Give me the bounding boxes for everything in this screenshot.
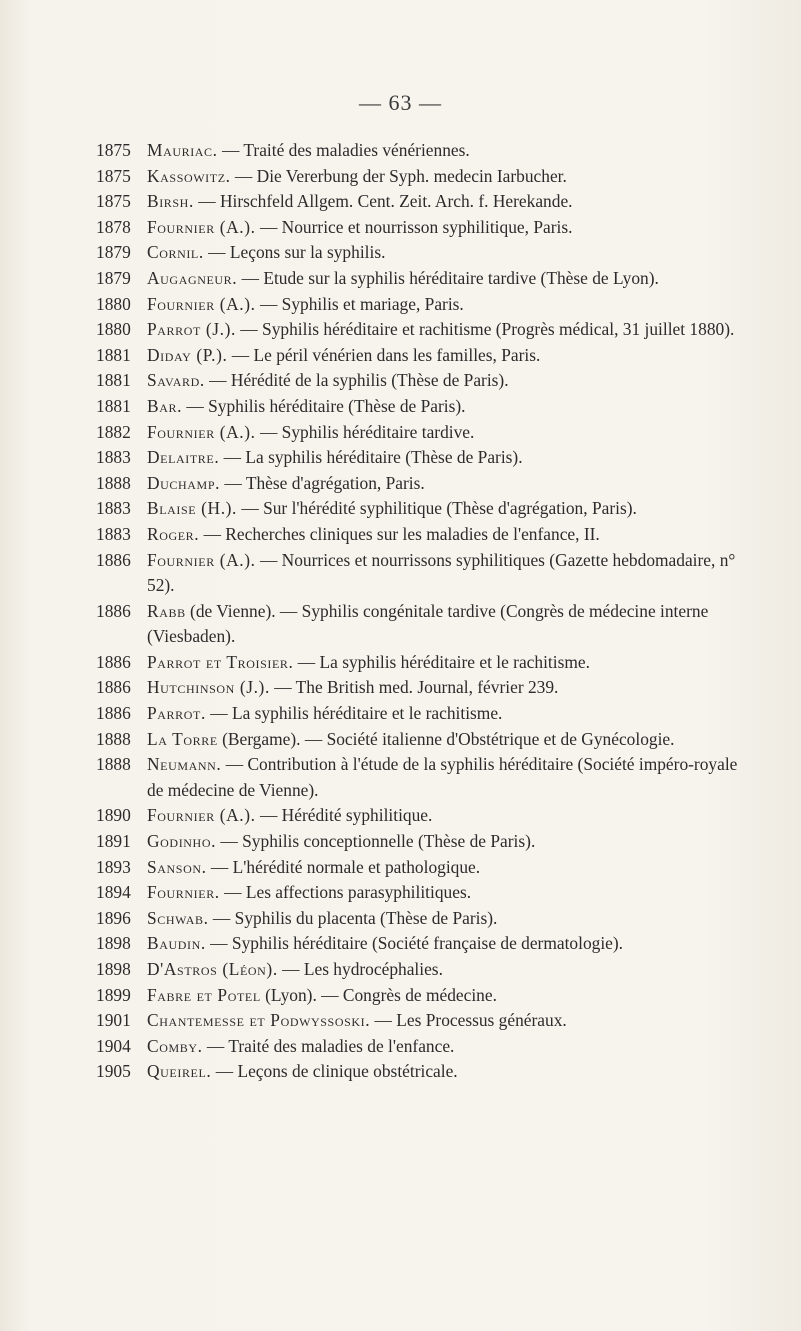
entry-year: 1890	[96, 805, 131, 826]
entry-author: Cornil.	[147, 242, 204, 263]
entry-author: Bar.	[147, 395, 183, 416]
entry-year: 1904	[96, 1035, 131, 1056]
entry-author: Fournier (A.).	[147, 293, 256, 314]
entry-title: (Lyon). — Congrès de médecine.	[260, 984, 497, 1005]
entry-title: — La syphilis héréditaire (Thèse de Paris).	[219, 447, 523, 468]
entry-author: Rabb	[147, 600, 186, 621]
entry-author: Fournier (A.).	[147, 216, 256, 237]
bibliography-entry	[0, 266, 801, 292]
entry-title: — Contribution à l'étude de la syphilis héréditaire (Société impéro-royale de médecine de Vienne).	[147, 754, 738, 800]
entry-year: 1886	[96, 651, 131, 672]
bibliography-entry	[0, 189, 801, 215]
bibliography-entry	[0, 906, 801, 932]
entry-title: (de Vienne). — Syphilis congénitale tardive (Congrès de médecine interne (Viesbaden).	[147, 600, 709, 647]
entry-author: Comby.	[147, 1035, 203, 1056]
entry-year: 1891	[96, 831, 131, 852]
entry-author: Fournier (A.).	[147, 421, 256, 442]
entry-year: 1886	[96, 600, 131, 621]
bibliography-entry	[0, 164, 801, 190]
entry-author: Birsh.	[147, 191, 194, 212]
entry-title: — Nourrices et nourrissons syphilitiques (Gazette hebdomadaire, n° 52).	[147, 549, 736, 596]
entry-year: 1881	[96, 344, 131, 365]
entry-year: 1905	[96, 1061, 131, 1082]
entry-author: Neumann.	[147, 754, 222, 775]
entry-year: 1878	[96, 216, 131, 237]
entry-year: 1883	[96, 447, 131, 468]
entry-title: (Bergame). — Société italienne d'Obstétrique et de Gynécologie.	[217, 728, 675, 749]
entry-author: Hutchinson (J.).	[147, 677, 270, 698]
entry-author: Kassowitz.	[147, 165, 231, 186]
entry-year: 1883	[96, 498, 131, 519]
entry-title: — Hirschfeld Allgem. Cent. Zeit. Arch. f. Herekande.	[193, 191, 573, 212]
entry-year: 1875	[96, 165, 131, 186]
bibliography-entry	[0, 240, 801, 266]
bibliography-entry	[0, 701, 801, 727]
entry-title: — Nourrice et nourrisson syphilitique, Paris.	[255, 216, 573, 237]
entry-year: 1886	[96, 549, 131, 570]
entry-year: 1886	[96, 677, 131, 698]
bibliography-entry	[0, 1008, 801, 1034]
entry-year: 1898	[96, 933, 131, 954]
entry-author: Baudin.	[147, 933, 206, 954]
bibliography-entry	[0, 548, 801, 599]
entry-title: — Le péril vénérien dans les familles, Paris.	[227, 344, 541, 365]
entry-author: Delaitre.	[147, 447, 220, 468]
entry-title: — Syphilis héréditaire tardive.	[255, 421, 475, 442]
entry-year: 1896	[96, 907, 131, 928]
entry-author: Chantemesse et Podwyssoski.	[147, 1010, 371, 1031]
entry-title: — Syphilis héréditaire (Thèse de Paris).	[182, 395, 466, 416]
bibliography-entry	[0, 292, 801, 318]
entry-author: Fabre et Potel	[147, 984, 261, 1005]
entry-year: 1899	[96, 984, 131, 1005]
entry-year: 1881	[96, 370, 131, 391]
entry-title: — La syphilis héréditaire et le rachitisme.	[293, 651, 590, 672]
entry-title: — La syphilis héréditaire et le rachitisme.	[205, 703, 503, 724]
entry-year: 1875	[96, 191, 131, 212]
entry-title: — Etude sur la syphilis héréditaire tardive (Thèse de Lyon).	[237, 267, 659, 288]
entry-title: — L'hérédité normale et pathologique.	[206, 856, 481, 877]
bibliography-entry	[0, 727, 801, 753]
page-number: — 63 —	[359, 90, 442, 115]
entry-title: — Hérédité syphilitique.	[255, 805, 433, 826]
entry-author: Parrot et Troisier.	[147, 651, 294, 672]
bibliography-entry	[0, 1034, 801, 1060]
entry-year: 1894	[96, 882, 131, 903]
entry-title: — Leçons de clinique obstétricale.	[211, 1061, 458, 1082]
entry-author: Schwab.	[147, 907, 209, 928]
entry-year: 1886	[96, 703, 131, 724]
entry-author: Queirel.	[147, 1061, 212, 1082]
bibliography-entry	[0, 803, 801, 829]
entry-title: — Les hydrocéphalies.	[277, 959, 443, 979]
bibliography-entry	[0, 138, 801, 164]
entry-author: Parrot.	[147, 703, 206, 724]
bibliography-entry	[0, 215, 801, 241]
entry-title: — Leçons sur la syphilis.	[203, 242, 386, 263]
entry-year: 1879	[96, 267, 131, 288]
entry-title: — Syphilis conceptionnelle (Thèse de Paris).	[216, 831, 536, 852]
entry-title: — Traité des maladies de l'enfance.	[202, 1035, 455, 1056]
entry-title: — Syphilis héréditaire et rachitisme (Progrès médical, 31 juillet 1880).	[235, 319, 735, 340]
entry-year: 1880	[96, 293, 131, 314]
bibliography-entry	[0, 445, 801, 471]
entry-title: — Traité des maladies vénériennes.	[217, 140, 470, 160]
entry-author: Fournier.	[147, 882, 220, 903]
bibliography-entry	[0, 855, 801, 881]
entry-year: 1901	[96, 1010, 131, 1031]
entry-author: D'Astros (Léon).	[147, 959, 278, 979]
entry-title: — Les Processus généraux.	[370, 1010, 567, 1031]
bibliography-entry	[0, 420, 801, 446]
bibliography-entry	[0, 752, 801, 803]
entry-author: Fournier (A.).	[147, 805, 256, 826]
entry-year: 1875	[96, 140, 131, 160]
bibliography-entry	[0, 957, 801, 983]
bibliography-entry	[0, 496, 801, 522]
entry-year: 1898	[96, 959, 131, 979]
bibliography-entry	[0, 650, 801, 676]
entry-year: 1888	[96, 728, 131, 749]
bibliography-entry	[0, 1059, 801, 1085]
entry-title: — Les affections parasyphilitiques.	[219, 882, 472, 903]
entry-title: — Hérédité de la syphilis (Thèse de Paris).	[204, 370, 509, 391]
bibliography-entry	[0, 317, 801, 343]
entry-title: — Syphilis héréditaire (Société française de dermatologie).	[205, 933, 624, 954]
entry-year: 1888	[96, 754, 131, 775]
entry-year: 1888	[96, 472, 131, 493]
entry-year: 1880	[96, 319, 131, 340]
entry-title: — Sur l'hérédité syphilitique (Thèse d'agrégation, Paris).	[236, 498, 637, 519]
entry-author: Roger.	[147, 523, 200, 544]
entry-title: — The British med. Journal, février 239.	[269, 677, 559, 698]
bibliography-entry	[0, 880, 801, 906]
entry-year: 1893	[96, 856, 131, 877]
entry-title: — Syphilis du placenta (Thèse de Paris).	[208, 907, 498, 928]
entry-author: Parrot (J.).	[147, 319, 236, 340]
entry-title: — Die Vererbung der Syph. medecin Iarbucher.	[230, 165, 567, 186]
entry-title: — Thèse d'agrégation, Paris.	[220, 472, 425, 493]
bibliography-entry	[0, 983, 801, 1009]
entry-title: — Syphilis et mariage, Paris.	[255, 293, 464, 314]
bibliography-entry	[0, 675, 801, 701]
bibliography-entry	[0, 394, 801, 420]
entry-author: La Torre	[147, 728, 218, 749]
entry-author: Fournier (A.).	[147, 549, 256, 570]
entry-author: Savard.	[147, 370, 205, 391]
entry-year: 1882	[96, 421, 131, 442]
entry-author: Mauriac.	[147, 140, 218, 160]
bibliography-entry	[0, 343, 801, 369]
bibliography-entry	[0, 368, 801, 394]
entry-year: 1881	[96, 395, 131, 416]
bibliography-entry	[0, 471, 801, 497]
entry-author: Augagneur.	[147, 267, 238, 288]
entry-author: Diday (P.).	[147, 344, 228, 365]
bibliography-entry	[0, 599, 801, 650]
bibliography-entry	[0, 522, 801, 548]
entry-author: Sanson.	[147, 856, 207, 877]
bibliography-entry	[0, 829, 801, 855]
entry-title: — Recherches cliniques sur les maladies de l'enfance, II.	[199, 523, 600, 544]
entry-author: Duchamp.	[147, 472, 221, 493]
entry-author: Godinho.	[147, 831, 217, 852]
entry-year: 1883	[96, 523, 131, 544]
entry-year: 1879	[96, 242, 131, 263]
entry-author: Blaise (H.).	[147, 498, 237, 519]
bibliography-list	[0, 138, 801, 1085]
bibliography-entry	[0, 931, 801, 957]
